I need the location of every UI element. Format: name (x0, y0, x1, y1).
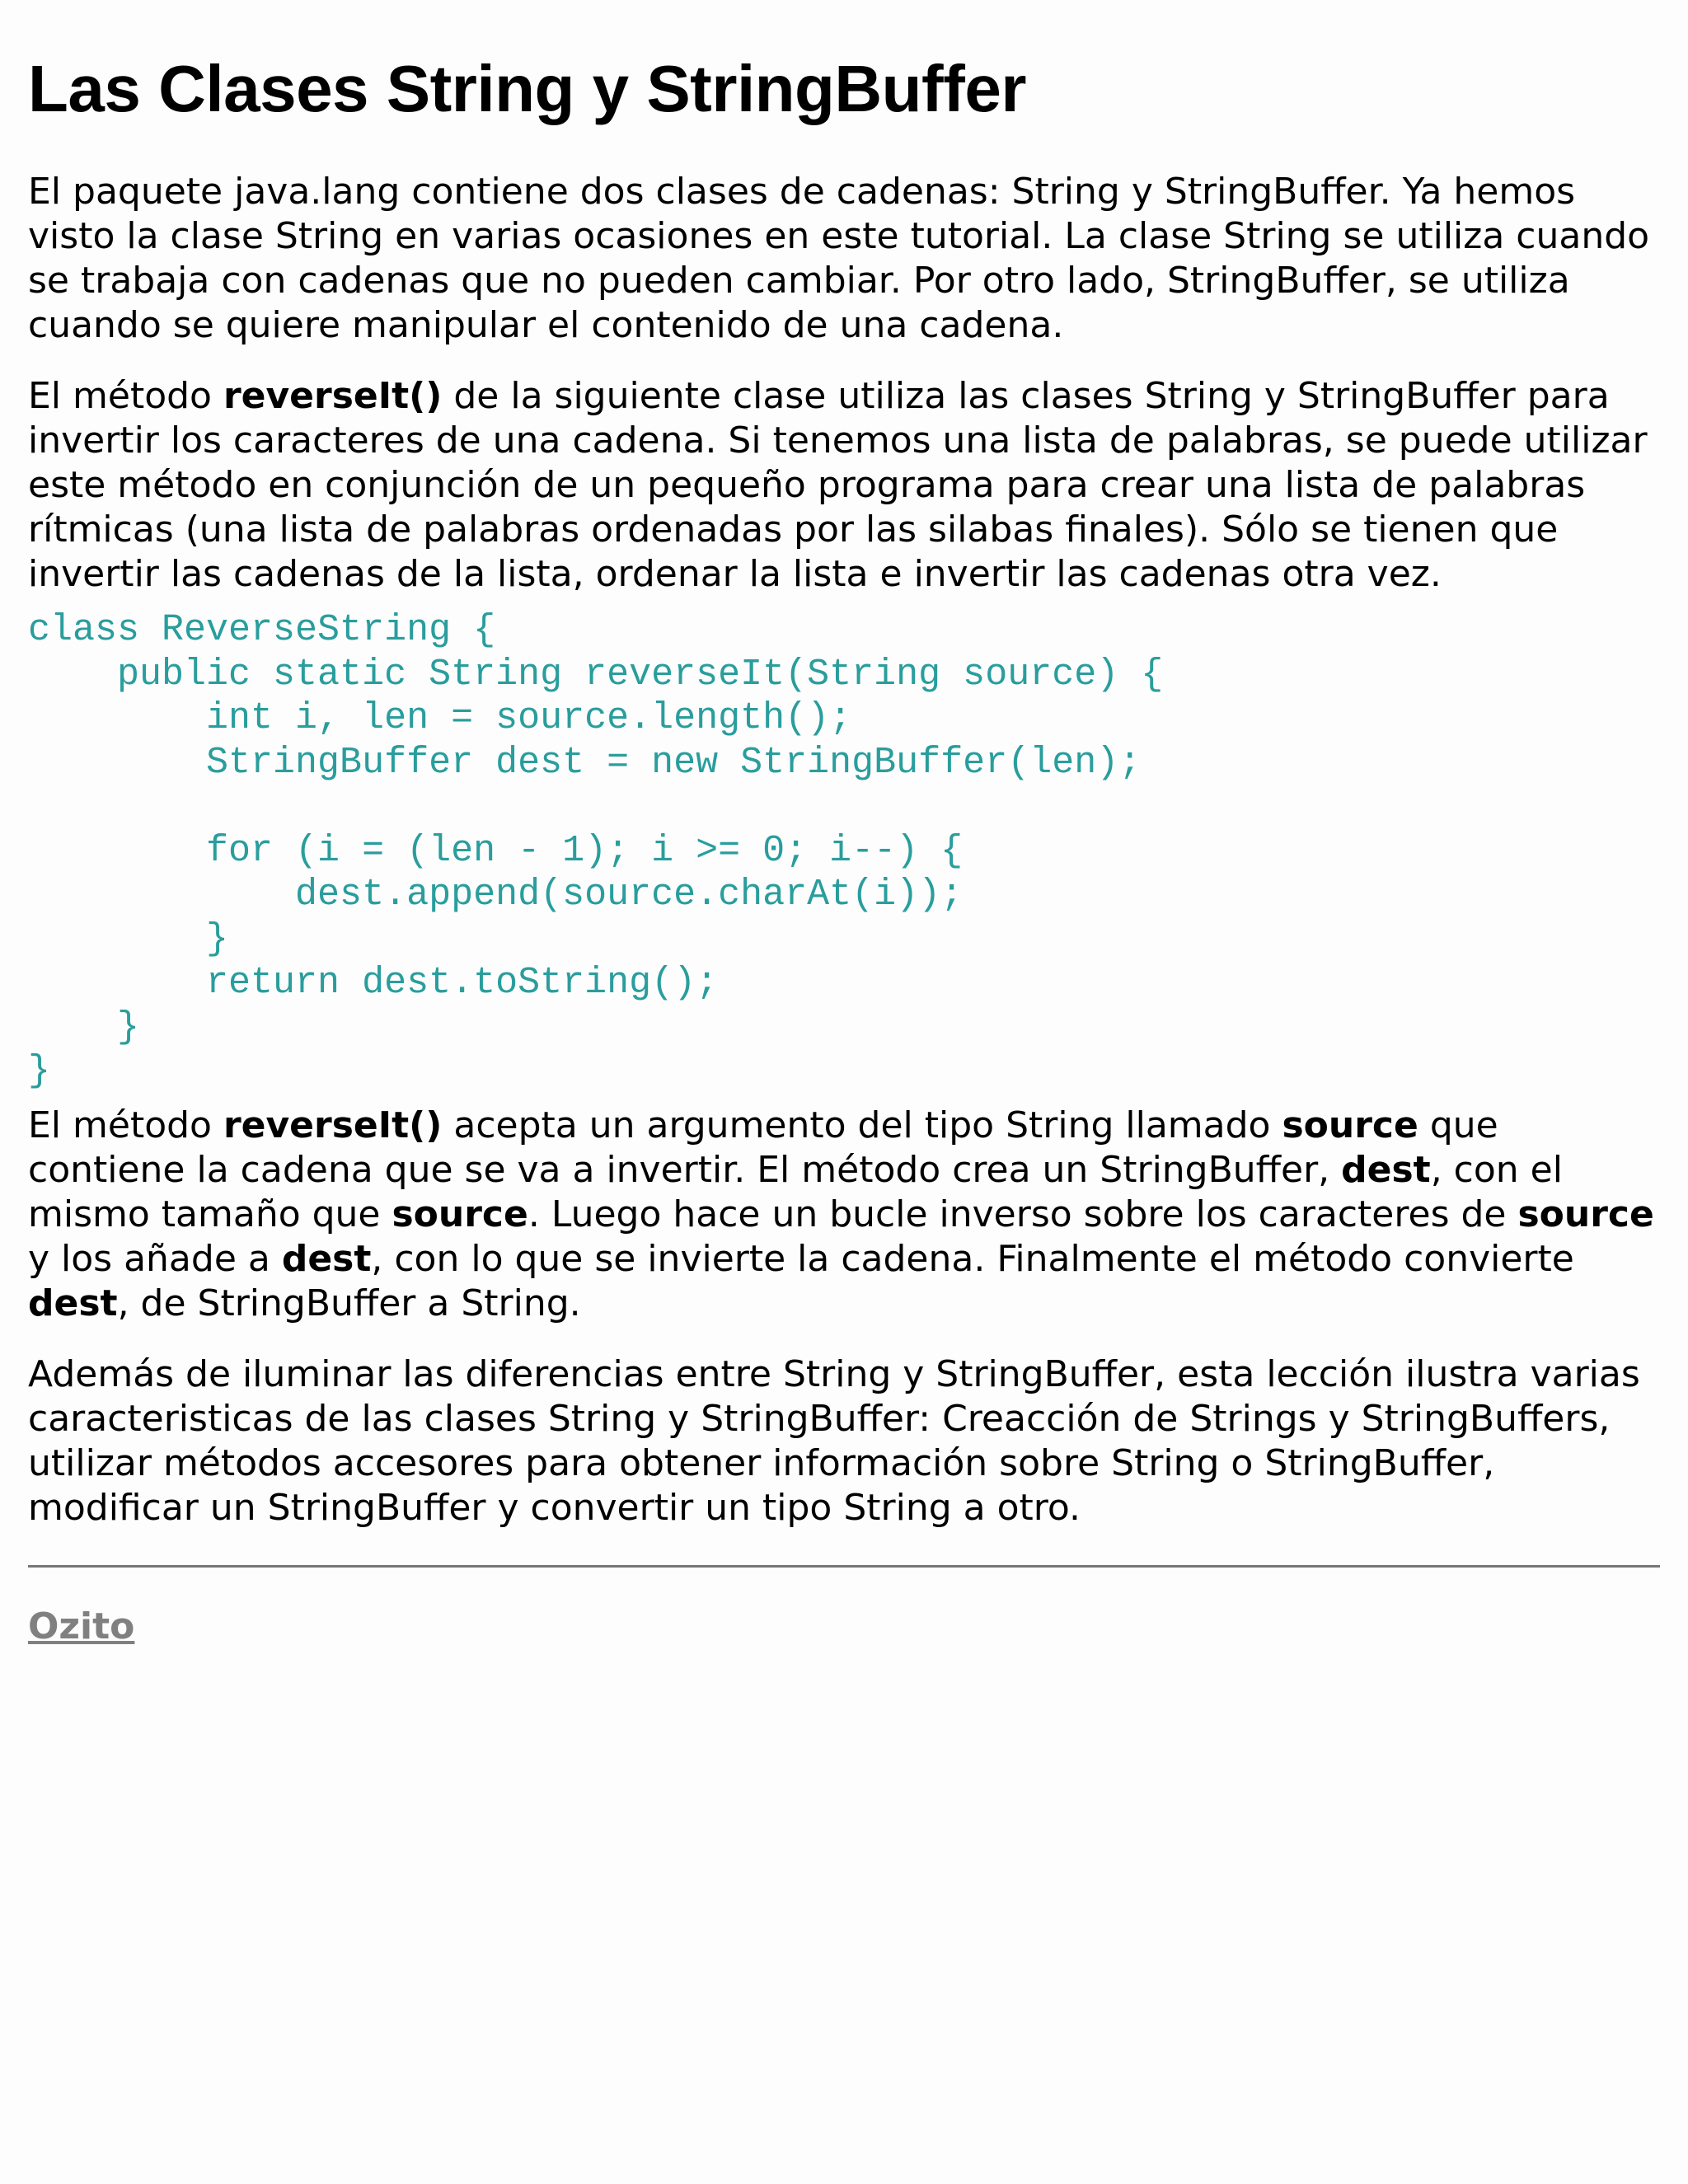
bold-term: reverseIt() (223, 1104, 443, 1146)
bold-term: source (1517, 1193, 1654, 1235)
code-block: class ReverseString { public static String reverseIt(String source) { int i, len = source.length(); StringBuffer dest = new StringBuffer(len); for (i = (len - 1); i >= 0; i--) { dest.append(source.charAt(i)); } return dest.toString(); } } (28, 609, 1164, 1092)
bold-term: source (392, 1193, 528, 1235)
reverseit-explanation-paragraph (28, 1104, 1660, 1326)
bold-term: dest (1341, 1148, 1431, 1191)
ozito-link[interactable]: Ozito (28, 1605, 135, 1647)
text-span: , de StringBuffer a String. (117, 1282, 581, 1324)
reverseit-intro-paragraph (28, 374, 1660, 597)
text-span: El método (28, 1104, 223, 1146)
text-span: que contiene la cadena que se va a invertir. El método crea un StringBuffer, (28, 1104, 1498, 1191)
text-span: de la siguiente clase utiliza las clases String y StringBuffer para invertir los caracteres de una cadena. Si tenemos una lista de palabras, se puede utilizar este método en conjunción de un pequeño programa para crear una lista de palabras rítmicas (una lista de palabras ordenadas por las silabas finales). Sólo se tienen que invertir las cadenas de la lista, ordenar la lista e invertir las cadenas otra vez. (28, 375, 1648, 595)
text-span: acepta un argumento del tipo String llamado (442, 1104, 1282, 1146)
text-span: y los añade a (28, 1237, 282, 1280)
page-title: Las Clases String y StringBuffer (28, 52, 1026, 125)
horizontal-divider (28, 1565, 1660, 1568)
bold-term: dest (281, 1237, 372, 1280)
bold-term: source (1282, 1104, 1418, 1146)
summary-paragraph: Además de iluminar las diferencias entre String y StringBuffer, esta lección ilustra varias caracteristicas de las clases String y StringBuffer: Creacción de Strings y StringBuffers, utilizar métodos accesores para obtener información sobre String o StringBuffer, modificar un StringBuffer y convertir un tipo String a otro. (28, 1352, 1640, 1529)
text-span: El método (28, 375, 223, 417)
document-page (28, 0, 1660, 1647)
text-span: . Luego hace un bucle inverso sobre los caracteres de (528, 1193, 1518, 1235)
text-span: , con el mismo tamaño que (28, 1148, 1563, 1235)
intro-paragraph: El paquete java.lang contiene dos clases de cadenas: String y StringBuffer. Ya hemos visto la clase String en varias ocasiones en este tutorial. La clase String se utiliza cuando se trabaja con cadenas que no pueden cambiar. Por otro lado, StringBuffer, se utiliza cuando se quiere manipular el contenido de una cadena. (28, 171, 1650, 346)
bold-term: dest (28, 1282, 118, 1324)
text-span: , con lo que se invierte la cadena. Finalmente el método convierte (371, 1237, 1574, 1280)
method-name-bold: reverseIt() (223, 375, 443, 417)
